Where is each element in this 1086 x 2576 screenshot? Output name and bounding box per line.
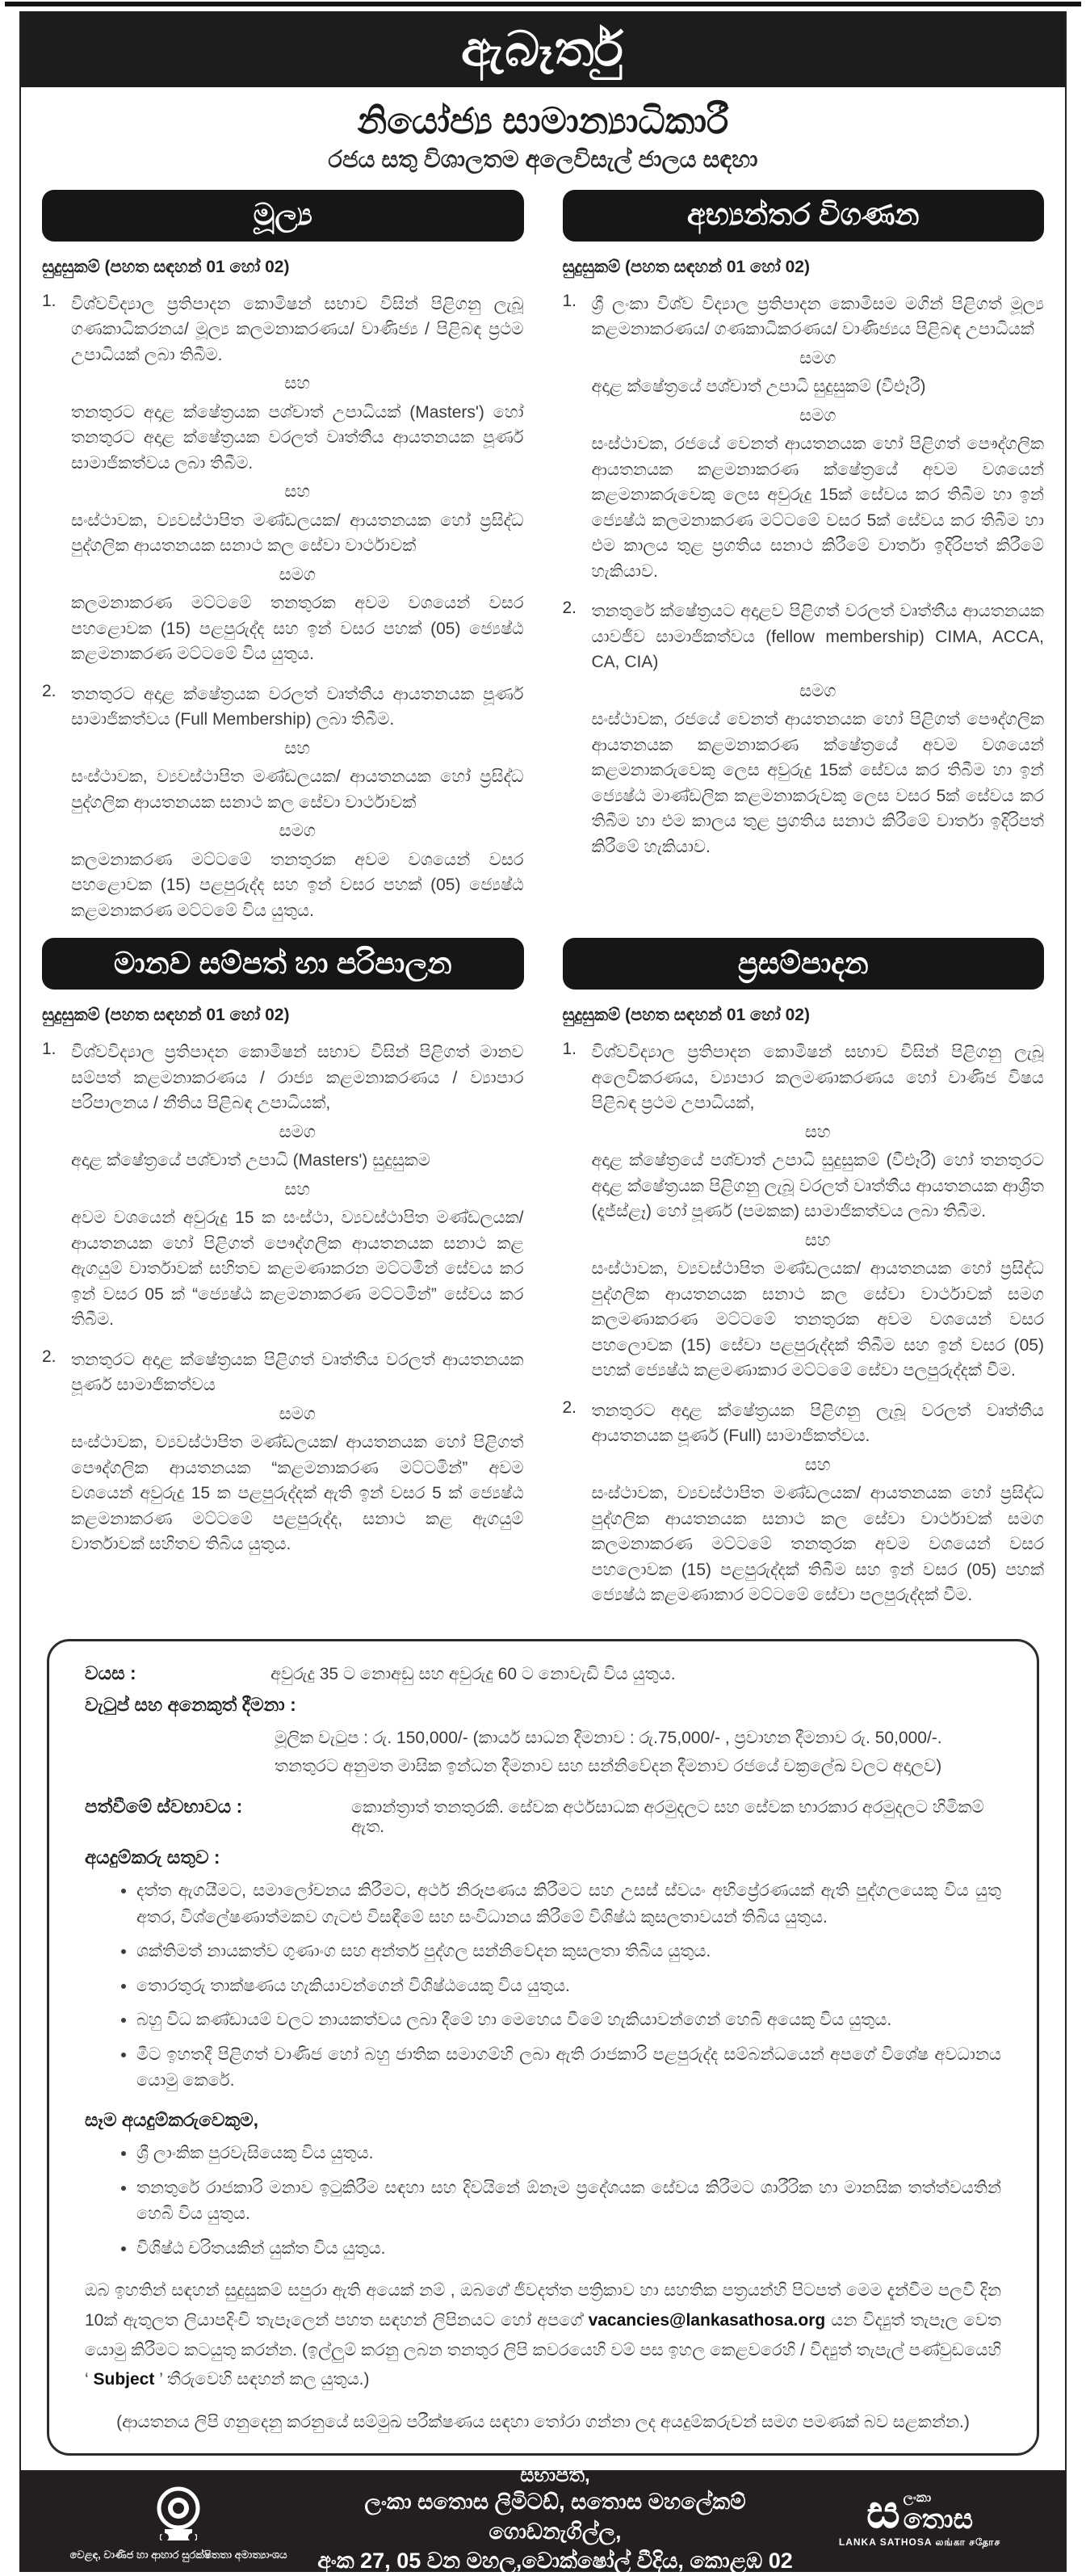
age-value: අවුරුදු 35 ට නොඅඩු සහ අවුරුදු 60 ට නොවැඩි විය යුතුය. — [270, 1664, 676, 1683]
every-applicant-label: සෑම අයදුම්කරුවෙකුම, — [85, 2108, 259, 2130]
connector-word: සහ — [804, 1455, 831, 1474]
item-body — [592, 1398, 1045, 1610]
item-body — [592, 1040, 1045, 1385]
qualification-item — [42, 1040, 524, 1334]
qualification-item — [42, 292, 524, 669]
logo-caption: LANKA SATHOSA லங்கா சதோச — [838, 2536, 1001, 2549]
qualifications-label: සුදුසුකම් (පහත සඳහන් 01 හෝ 02) — [42, 257, 290, 276]
vacancy-advertisement — [19, 11, 1067, 2572]
salary-detail — [275, 1724, 1001, 1781]
connector-word: සහ — [804, 1230, 831, 1250]
bullet-point: • ශ්‍රී ලාංකික පුරවැසියෙකු විය යුතුය. — [136, 2141, 1001, 2167]
item-number: 1. — [562, 291, 577, 310]
item-number: 2. — [562, 599, 577, 618]
banner-title: ඇබෑර්තු — [461, 22, 625, 76]
qualification-item — [563, 1040, 1045, 1385]
item-text: කලමනාකරණ මට්ටමේ තනතුරක අවම වශයෙන් වසර පහළොවක (15) පළපුරුද්ද සහ ඉන් වසර පහක් (05) ජ්‍යෙෂ්ඨ කළමනාකරණ මට්ටමේ විය යුතුය. — [71, 850, 524, 920]
application-instructions — [85, 2276, 1001, 2395]
connector-word: සමග — [799, 681, 837, 700]
connector-word: සමග — [279, 565, 316, 584]
footer-bar — [21, 2465, 1065, 2574]
applicant-requirements-label: අයදුම්කරු සතුව : — [85, 1847, 220, 1868]
item-text: ශ්‍රී ලංකා විශ්ව විද්‍යාල ප්‍රතිපාදන කොමිසම මගින් පිළිගත් මූල්‍ය කළමනාකරණය/ ගණකාධිකරණය/ වාණිජ්‍යය පිළිබඳ උපාධියක් — [591, 294, 1044, 339]
section-header-finance — [42, 190, 524, 242]
section-header-label: අභ්‍යන්තර විගණන — [686, 198, 920, 232]
logo-big-glyph: ස — [866, 2486, 900, 2539]
connector-word: සමග — [799, 348, 837, 368]
general-conditions-box — [47, 1639, 1039, 2456]
item-body — [71, 292, 524, 669]
section-header-hr-admin — [42, 938, 524, 990]
appointment-value: කොන්ත්‍රාත් තනතුරකි. සේවක අර්ථසාධක අරමුදලට සහ සේවක භාරකාර අරමුදලට හිමිකම් ඇත. — [351, 1798, 984, 1837]
item-text: සංස්ථාවක, රජයේ වෙනත් ආයතනයක හෝ පිළිගත් පෞද්ගලික ආයතනයක කළමනාකරණ ක්ෂේත්‍රයේ අවම වශයෙන් කළමනාකරුවෙකු ලෙස අවුරුදු 15ක් සේවය කර තිබීම හා ඉන් ජ්‍යෙෂ්ඨ කලමනාකරණ මට්ටමේ වසර 5ක් සේවය කර තිබීම හා එම කාලය තුළ ප්‍රගතිය සනාථ කිරීමේ වාර්තා ඉදිරිපත් කිරීමේ හැකියාව. — [591, 435, 1044, 581]
item-text: තනතුරට අදාළ ක්ෂේත්‍රයක පශ්චාත් උපාධියක් (Masters') හෝ තනතුරට අදාළ ක්ෂේත්‍රයක වරලත් වෘත්තීය ආයතනයක පූර්ණ සාමාජිකත්වය ලබා තිබීම. — [71, 402, 524, 473]
connector-word: සහ — [284, 374, 311, 393]
bullet-point: • මීට ඉහතදී පිළිගත් වාණිජ හෝ බහු ජාතික සමාගම්හි ලබා ඇති රාජකාරි පළපුරුද්ද සම්බන්ධයෙන් අපගේ විශේෂ අවධානය යොමු කෙරේ. — [136, 2042, 1001, 2095]
item-text: අදාළ ක්ෂේත්‍රයේ පශ්චාත් උපාධි (Masters') සුදුසුකම — [71, 1151, 430, 1170]
item-text: විශ්වවිද්‍යාල ප්‍රතිපාදන කොමිෂන් සභාව විසින් පිළිගනු ලැබූ ගණකාධිකරනය/ මූල්‍ය කලමනාකරණය/ වාණිජ්‍ය / පිළිබඳ ප්‍රථම උපාධියක් ලබා තිබීම. — [71, 294, 524, 364]
qualification-item — [563, 599, 1045, 861]
correspondence-note: (ආයතනය ලිපි ගනුදෙනු කරනුයේ සම්මුඛ පරීක්ෂණය සඳහා තෝරා ගන්නා ලද අයදුම්කරුවන් සමග පමණක් බව සළකන්න.) — [116, 2413, 970, 2432]
subject-word: Subject — [93, 2370, 155, 2389]
qualification-item — [563, 1398, 1045, 1610]
ministry-name: වෙළඳ, වාණිජ හා ආහාර සුරක්ෂිතතා අමාත්‍යාංශය — [69, 2549, 287, 2561]
item-body — [592, 292, 1045, 586]
connector-word: සහ — [284, 738, 311, 758]
item-text: සංස්ථාවක, ව්‍යවස්ථාපිත මණ්ඩලයක/ ආයතනයක හෝ පිළිගත් පෞද්ගලික ආයතනයක “කළමනාකරණ මට්ටමින්” අවම වශයෙන් අවුරුදු 15 ක පළපුරුද්දක් ඇති ඉන් වසර 5 ක් ජ්‍යෙෂ්ඨ කළමනාකරණ මට්ටමේ පළපුරුද්ද, සනාථ කළ ඇගයුම් වාර්තාවක් සහිතව තිබිය යුතුය. — [71, 1433, 524, 1554]
item-body — [592, 599, 1045, 861]
qualifications-label: සුදුසුකම් (පහත සඳහන් 01 හෝ 02) — [562, 257, 810, 276]
age-label: වයස : — [85, 1662, 136, 1683]
item-number: 2. — [42, 681, 57, 700]
vacancies-banner — [21, 11, 1065, 87]
page-subtitle: රජය සතු විශාලතම අලෙවිසැල් ජාලය සඳහා — [328, 146, 758, 173]
section-header-internal-audit — [563, 190, 1045, 242]
qualification-item — [42, 682, 524, 926]
connector-word: සහ — [804, 1122, 831, 1141]
item-text: විශ්වවිද්‍යාල ප්‍රතිපාදන කොමිෂන් සභාව විසින් පිළිගනු ලැබූ අලෙවිකරණය, ව්‍යාපාර කලමණාකරණය හෝ වාණිජ විෂය පිළිබඳ ප්‍රථම උපාධියක්, — [591, 1043, 1044, 1113]
appointment-label: පත්වීමේ ස්වභාවය : — [85, 1796, 243, 1817]
address-line-3: අංක 27, 05 වන මහල,වොක්ෂෝල් වීදිය, කොළඹ 02 — [317, 2549, 793, 2574]
item-text: සංස්ථාවක, ව්‍යවස්ථාපිත මණ්ඩලයක/ ආයතනයක හෝ ප්‍රසිද්ධ පුද්ගලික ආයතනයක සනාථ කල සේවා වාර්ථාවක් — [71, 511, 524, 556]
logo-wordmark — [799, 2486, 1041, 2539]
address-line-2: ලංකා සතොස ලිමිටඩ්, සතොස මහලේකම් ගොඩනැගිල්ල, — [364, 2490, 746, 2544]
salary-line-1: මූලික වැටුප : රු. 150,000/- (කාර්ය සාධන දීමනාව : රු.75,000/- , ප්‍රවාහන දීමනාව රු. 50,000/-. — [275, 1728, 942, 1747]
apply-text-after: ’ තීරුවෙහි සඳහන් කල යුතුය.) — [154, 2370, 370, 2389]
item-text: තනතුරේ ක්ෂේත්‍රයට අදාළව පිළිගත් වරලත් වෘත්තීය ආයතනයක යාවජීව සාමාජිකත්වය (fellow membership) CIMA, ACCA, CA, CIA) — [591, 602, 1044, 672]
section-header-procurement — [563, 938, 1045, 990]
every-applicant-list — [136, 2141, 1001, 2262]
bullet-point: • තනතුරේ රාජකාරි මනාව ඉටුකිරීම සඳහා සහ දිවයිනේ ඕනෑම ප්‍රදේශයක සේවය කිරීමට ශාරීරික හා මානසික තත්ත්වයතින් හෙබි විය යුතුය. — [136, 2175, 1001, 2228]
logo-word-stack — [903, 2491, 974, 2536]
item-body — [71, 1040, 524, 1334]
item-number: 2. — [562, 1397, 577, 1417]
connector-word: සමග — [799, 406, 837, 425]
section-internal-audit — [563, 190, 1045, 939]
bullet-point: • විශිෂ්ඨ චරිතයකින් යුක්ත විය යුතුය. — [136, 2236, 1001, 2263]
item-text: සංස්ථාවක, ව්‍යවස්ථාපිත මණ්ඩලයක/ ආයතනයක හෝ ප්‍රසිද්ධ පුද්ගලික ආයතනයක සනාථ කල සේවා වාර්ථාවක් සමග කලමණාකරණ මට්ටමේ තනතුරක අවම වශයෙන් වසර පහලොවක (15) සේවා පළපුරුද්දක් තිබීම සහ ඉන් වසර (05) පහක් ජ්‍යෙෂ්ඨ කළමණාකාර මට්ටමේ සේවා පලපුරුද්දක් වීම. — [591, 1259, 1044, 1380]
postal-address — [312, 2465, 799, 2575]
item-text: සංස්ථාවක, රජයේ වෙනත් ආයතනයක හෝ පිළිගත් පෞද්ගලික ආයතනයක කළමනාකරණ ක්ෂේත්‍රයේ අවම වශයෙන් කළමනාකරුවෙකු ලෙස අවුරුදු 15ක් සේවය කර තිබීම හා ඉන් ජ්‍යෙෂ්ඨ මාණ්ඩලික කළමනාකරුවකු ලෙස වසර 5ක් සේවය කර තිබීම හා එම කාලය තුළ ප්‍රගතිය සනාථ කිරීමේ වාර්තා ඉදිරිපත් කිරීමේ හැකියාව. — [591, 710, 1044, 856]
salary-label: වැටුප් සහ අනෙකුත් දීමනා : — [85, 1693, 296, 1715]
section-header-label: මානව සම්පත් හා පරිපාලන — [113, 946, 452, 980]
address-line-1: සභාපති, — [520, 2465, 590, 2487]
item-text: තනතුරට අදාළ ක්ෂේත්‍රයක පිළිගනු ලැබූ වරලත් වෘත්තීය ආයතනයක පූර්ණ (Full) සාමාජිකත්වය. — [591, 1401, 1044, 1446]
connector-word: සහ — [284, 482, 311, 502]
item-text: අවම වශයෙන් අවුරුදු 15 ක සංස්ථා, ව්‍යවස්ථාපිත මණ්ඩලයක/ ආයතනයක හෝ පිළිගත් පෞද්ගලික ආයතනයක සනාථ කළ ඇගයුම් වාර්තාවක් සහිතව කළමණාකරන මට්ටමින් සේවය කර ඉන් වසර 05 ක් “ජ්‍යෙෂ්ඨ කළමනාකරණ මට්ටමින්” සේවය කර තිබීම. — [71, 1208, 524, 1330]
lanka-sathosa-logo — [799, 2486, 1041, 2549]
section-procurement — [563, 938, 1045, 1623]
item-text: තනතුරට අදාළ ක්ෂේත්‍රයක පිළිගත් වෘත්තීය වරලත් ආයතනයක පූර්ණ සාමාජිකත්වය — [71, 1350, 524, 1395]
connector-word: සමග — [279, 1122, 316, 1141]
item-number: 1. — [42, 1040, 57, 1059]
connector-word: සහ — [284, 1179, 311, 1199]
section-header-label: ප්‍රසම්පාදන — [737, 946, 869, 980]
applicant-requirements-list — [136, 1878, 1001, 2095]
sri-lanka-emblem-icon — [149, 2482, 208, 2547]
sections-grid — [21, 179, 1065, 1623]
item-number: 2. — [42, 1347, 57, 1366]
application-email: vacancies@lankasathosa.org — [588, 2310, 826, 2330]
qualification-item — [42, 1347, 524, 1559]
bullet-point: • ශක්තිමත් නායකත්ව ගුණාංග සහ අන්තර් පුද්ගල සන්නිවේදන කුසලතා තිබිය යුතුය. — [136, 1939, 1001, 1965]
salary-line-2: තනතුරට අනුමත මාසික ඉන්ධන දීමනාව සහ සන්නිවේදන දීමනාව රජයේ චක්‍රලේඛ වලට අදාලව) — [275, 1757, 942, 1776]
qualifications-label: සුදුසුකම් (පහත සඳහන් 01 හෝ 02) — [42, 1006, 290, 1025]
item-text: අදාළ ක්ෂේත්‍රයේ පශ්චාත් උපාධි සුදුසුකම් (වීඑෑරී) හෝ තනතුරට අදාළ ක්ෂේත්‍රයක පිළිගනු ලැබූ වරලත් වෘත්තීය ආයතනයක ආශ්‍රිත (දෑජ්ස්ළෑ) හෝ පූර්ණ (පමකක) සාමාජිකත්වය ලබා තිබීම. — [591, 1151, 1044, 1221]
top-border-line — [5, 2, 1081, 6]
apply-text-before: ඔබ ඉහතින් සඳහන් සුදුසුකම් සපුරා ඇති අයෙක් නම් , ඔබගේ ජීවදත්ත පත්‍රිකාව හා සහතික පත්‍රයන්හි පිටපත් මෙම දැන්වීම පලවී දින 10ක් ඇතුලත ලියාපදිංචි තැපෑලෙන් පහත සඳහන් ලිපිනයට හෝ අපගේ — [85, 2281, 1001, 2330]
government-block — [45, 2479, 312, 2561]
connector-word: සමග — [279, 822, 316, 841]
connector-word: සමග — [279, 1404, 316, 1423]
apply-text-mid: යන විද්‍යුත් තැපෑල වෙත යොමු කිරීමට කටයුතු කරන්න. (ඉල්ලුම් කරනු ලබන තනතුර ලිපි කවරයෙහි වම් පස ඉහල කෙළවරෙහි / විද්‍යුත් තැපැල් පණ්වුඩයෙහි ‘ — [85, 2310, 1001, 2389]
item-number: 1. — [42, 291, 57, 310]
logo-word-bottom: තොස — [903, 2504, 974, 2536]
item-text: අදාළ ක්ෂේත්‍රයේ පශ්චාත් උපාධි සුදුසුකම් (වීඑෑරී) — [591, 377, 926, 397]
qualifications-label: සුදුසුකම් (පහත සඳහන් 01 හෝ 02) — [562, 1006, 810, 1025]
item-number: 1. — [562, 1040, 577, 1059]
bullet-point: • බහු විධ කණ්ඩායම් වලට නායකත්වය ලබා දීමේ හා මෙහෙය වීමේ හැකියාවන්ගෙන් හෙබි අයෙකු විය යුතුය. — [136, 2007, 1001, 2034]
item-text: සංස්ථාවක, ව්‍යවස්ථාපිත මණ්ඩලයක/ ආයතනයක හෝ ප්‍රසිද්ධ පුද්ගලික ආයතනයක සනාථ කල සේවා වාර්ථාවක් — [71, 767, 524, 812]
item-text: තනතුරට අදාළ ක්ෂේත්‍රයක වරලත් වෘත්තීය ආයතනයක පූර්ණ සාමාජිකත්වය (Full Membership) ලබා තිබීම. — [71, 684, 524, 729]
section-hr-admin — [42, 938, 524, 1623]
item-body — [71, 682, 524, 926]
section-header-label: මූල්‍ය — [253, 198, 312, 232]
item-text: සංස්ථාවක, ව්‍යවස්ථාපිත මණ්ඩලයක/ ආයතනයක හෝ ප්‍රසිද්ධ පුද්ගලික ආයතනයක සනාථ කල සේවා වාර්ථාවක් සමග කලමනාකරණ මට්ටමේ තනතුරක අවම වශයෙන් වසර පහලොවක (15) පළපුරුද්දක් තිබීම සහ ඉන් වසර (05) පහක් ජ්‍යෙෂ්ඨ කළමණාකාර මට්ටමේ සේවා පලපුරුද්දක් වීම. — [591, 1484, 1044, 1605]
title-block — [21, 87, 1065, 179]
qualification-item — [563, 292, 1045, 586]
section-finance — [42, 190, 524, 939]
bullet-point: • තොරතුරු තාක්ෂණය හැකියාවන්ගෙන් විශිෂ්ඨයෙකු විය යුතුය. — [136, 1973, 1001, 2000]
appointment-row — [85, 1796, 1001, 1837]
item-body — [71, 1347, 524, 1559]
bullet-point: • දත්ත ඇගයීමට, සමාලෝචනය කිරීමට, අර්ථ නිරූපණය කිරීමට සහ උසස් ස්වයං අභිප්‍රේරණයක් ඇති පුද්ගලයෙකු විය යුතු අතර, විශ්ලේෂණාත්මකව ගැටළු විසඳීමේ සහ සංවිධානය කිරීමේ විශිෂ්ඨ කුසලතාවයන් තිබිය යුතුය. — [136, 1878, 1001, 1931]
logo-word-top: ලංකා — [903, 2491, 932, 2506]
page-title: නියෝජ්‍ය සාමාන්‍යාධිකාරී — [357, 100, 729, 141]
item-text: විශ්වවිද්‍යාල ප්‍රතිපාදන කොමිෂන් සභාව විසින් පිළිගත් මානව සම්පත් කළමනාකරණය / රාජ්‍ය කළමනාකරණය / ව්‍යාපාර පරිපාලනය / නීතිය පිළිබඳ උපාධියක්, — [71, 1043, 524, 1113]
item-text: කලමනාකරණ මට්ටමේ තනතුරක අවම වශයෙන් වසර පහළොවක (15) පළපුරුද්ද සහ ඉන් වසර පහක් (05) ජ්‍යෙෂ්ඨ කළමනාකරණ මට්ටමේ විය යුතුය. — [71, 594, 524, 664]
age-row — [85, 1662, 1001, 1684]
